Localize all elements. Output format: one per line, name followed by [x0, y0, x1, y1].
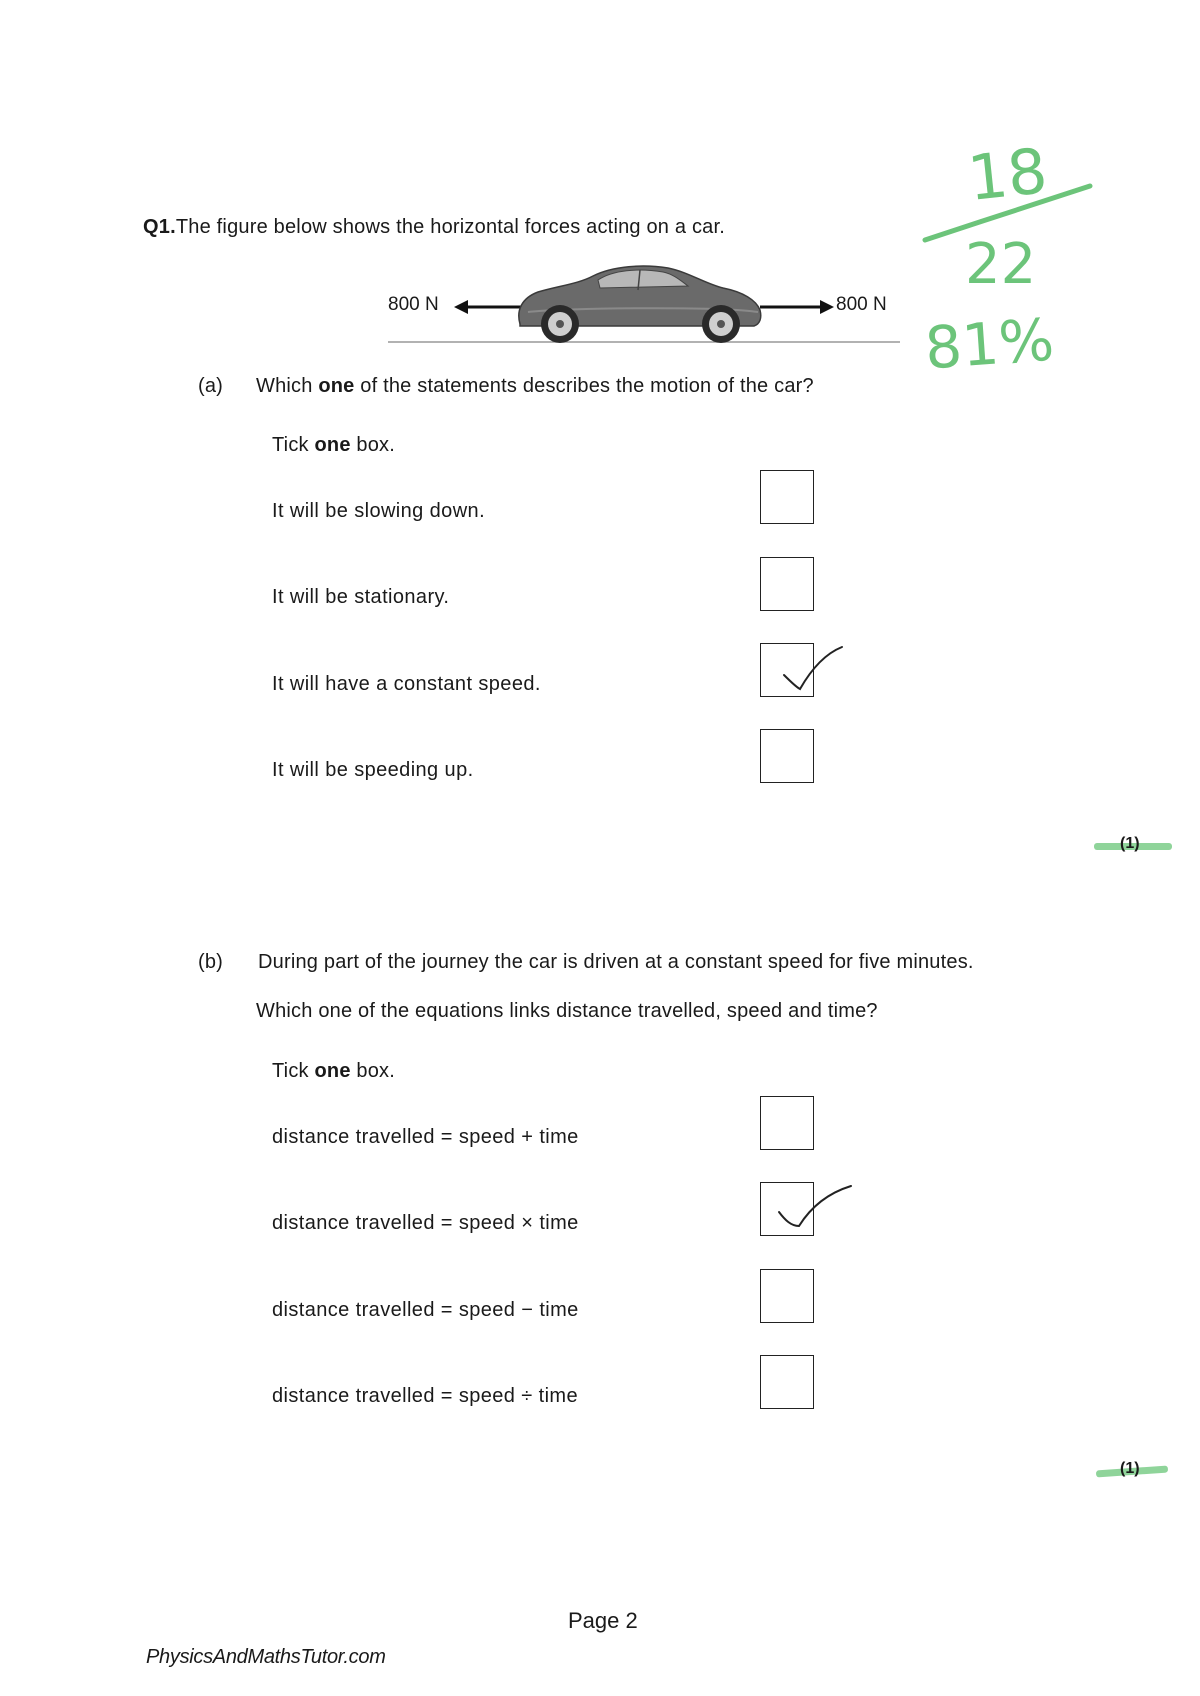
left-arrowhead	[454, 300, 468, 314]
part-a-tickbox[interactable]	[760, 470, 814, 524]
car-icon	[519, 266, 761, 343]
part-b-prompt-1: During part of the journey the car is driven at a constant speed for five minutes.	[258, 951, 974, 973]
question-intro	[143, 216, 725, 239]
part-b-option: distance travelled = speed × time	[272, 1212, 579, 1234]
part-a-tickbox[interactable]	[760, 729, 814, 783]
tick-bold: one	[314, 1060, 351, 1082]
part-a-option: It will be slowing down.	[272, 500, 486, 522]
part-b-option: distance travelled = speed − time	[272, 1299, 579, 1321]
part-a-prompt-bold: one	[318, 375, 355, 397]
tick-bold: one	[314, 434, 351, 456]
score-numerator: 18	[964, 134, 1051, 215]
part-b-option: distance travelled = speed + time	[272, 1126, 579, 1148]
part-a-prompt-post: of the statements describes the motion of the car?	[354, 375, 814, 397]
footer-site: PhysicsAndMathsTutor.com	[146, 1646, 386, 1668]
right-arrowhead	[820, 300, 834, 314]
page-number: Page 2	[568, 1608, 638, 1633]
part-b-tickbox[interactable]	[760, 1269, 814, 1323]
score-mark	[920, 134, 1100, 398]
part-b-option: distance travelled = speed ÷ time	[272, 1385, 579, 1407]
part-b-tickbox[interactable]	[760, 1096, 814, 1150]
part-a-label: (a)	[198, 375, 224, 397]
score-denominator: 22	[965, 232, 1037, 297]
tick-pre: Tick	[272, 434, 315, 456]
part-a-option: It will be stationary.	[272, 586, 450, 608]
question-intro-text: The figure below shows the horizontal forces acting on a car.	[175, 216, 726, 238]
part-b-tickbox[interactable]	[760, 1355, 814, 1409]
score-percent: 81%	[922, 305, 1057, 383]
car-diagram	[388, 262, 900, 348]
tick-mark-icon	[780, 645, 850, 695]
part-b-marks: (1)	[1120, 1460, 1140, 1477]
tick-post: box.	[350, 434, 396, 456]
part-a-option: It will have a constant speed.	[272, 673, 541, 695]
part-b-label: (b)	[198, 951, 224, 973]
right-force-label: 800 N	[836, 294, 887, 315]
left-force-label: 800 N	[388, 294, 439, 315]
part-a-option: It will be speeding up.	[272, 759, 474, 781]
part-a-prompt-pre: Which	[256, 375, 319, 397]
question-number: Q1.	[143, 216, 176, 238]
part-a-marks: (1)	[1120, 835, 1140, 852]
part-b-prompt-2: Which one of the equations links distance travelled, speed and time?	[256, 1000, 878, 1022]
part-a-tickbox[interactable]	[760, 557, 814, 611]
part-b-tick-instruction	[272, 1060, 395, 1083]
tick-mark-icon	[775, 1184, 855, 1234]
tick-post: box.	[350, 1060, 396, 1082]
part-a-tick-instruction	[272, 434, 395, 457]
part-a-prompt	[256, 375, 814, 398]
car-force-figure	[388, 262, 900, 348]
tick-pre: Tick	[272, 1060, 315, 1082]
